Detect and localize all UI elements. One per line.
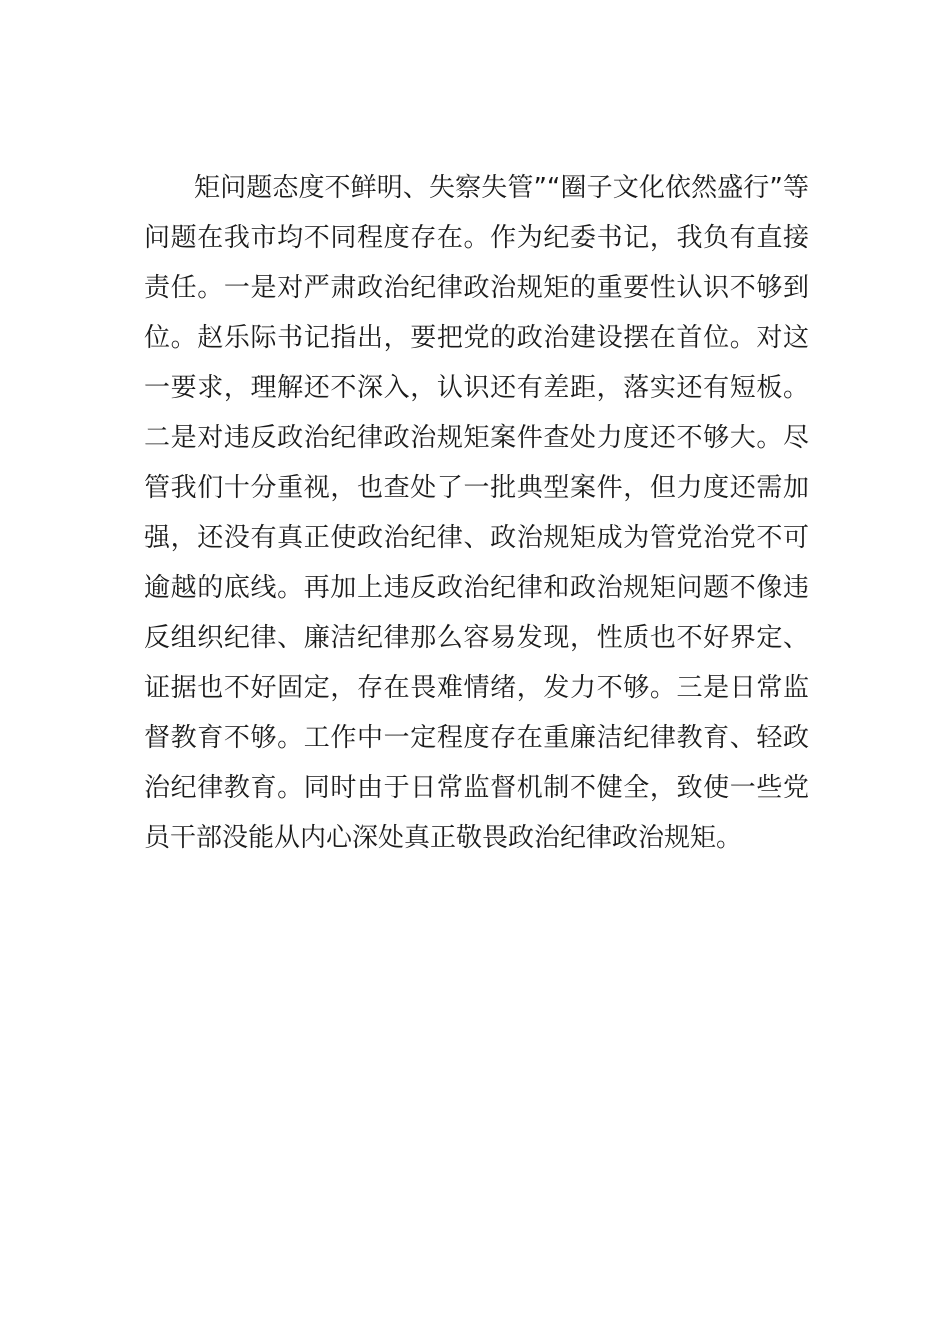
text-line: 责任。一是对严肃政治纪律政治规矩的重要性认识不够到	[144, 273, 809, 303]
text-line: 强，还没有真正使政治纪律、政治规矩成为管党治党不可	[144, 523, 809, 553]
text-line: 逾越的底线。再加上违反政治纪律和政治规矩问题不像违	[144, 573, 809, 603]
text-line: 督教育不够。工作中一定程度存在重廉洁纪律教育、轻政	[144, 723, 809, 753]
text-line: 一要求，理解还不深入，认识还有差距，落实还有短板。	[144, 373, 809, 403]
body-paragraph	[144, 163, 809, 863]
text-line: 反组织纪律、廉洁纪律那么容易发现，性质也不好界定、	[144, 623, 809, 653]
text-line: 二是对违反政治纪律政治规矩案件查处力度还不够大。尽	[144, 423, 809, 453]
text-line: 位。赵乐际书记指出，要把党的政治建设摆在首位。对这	[144, 323, 809, 353]
text-line: 证据也不好固定，存在畏难情绪，发力不够。三是日常监	[144, 673, 809, 703]
text-line: 矩问题态度不鲜明、失察失管”“圈子文化依然盛行”等	[194, 173, 809, 203]
text-line: 员干部没能从内心深处真正敬畏政治纪律政治规矩。	[144, 823, 743, 853]
text-line: 管我们十分重视，也查处了一批典型案件，但力度还需加	[144, 473, 809, 503]
text-line: 治纪律教育。同时由于日常监督机制不健全，致使一些党	[144, 773, 809, 803]
text-line: 问题在我市均不同程度存在。作为纪委书记，我负有直接	[144, 223, 809, 253]
